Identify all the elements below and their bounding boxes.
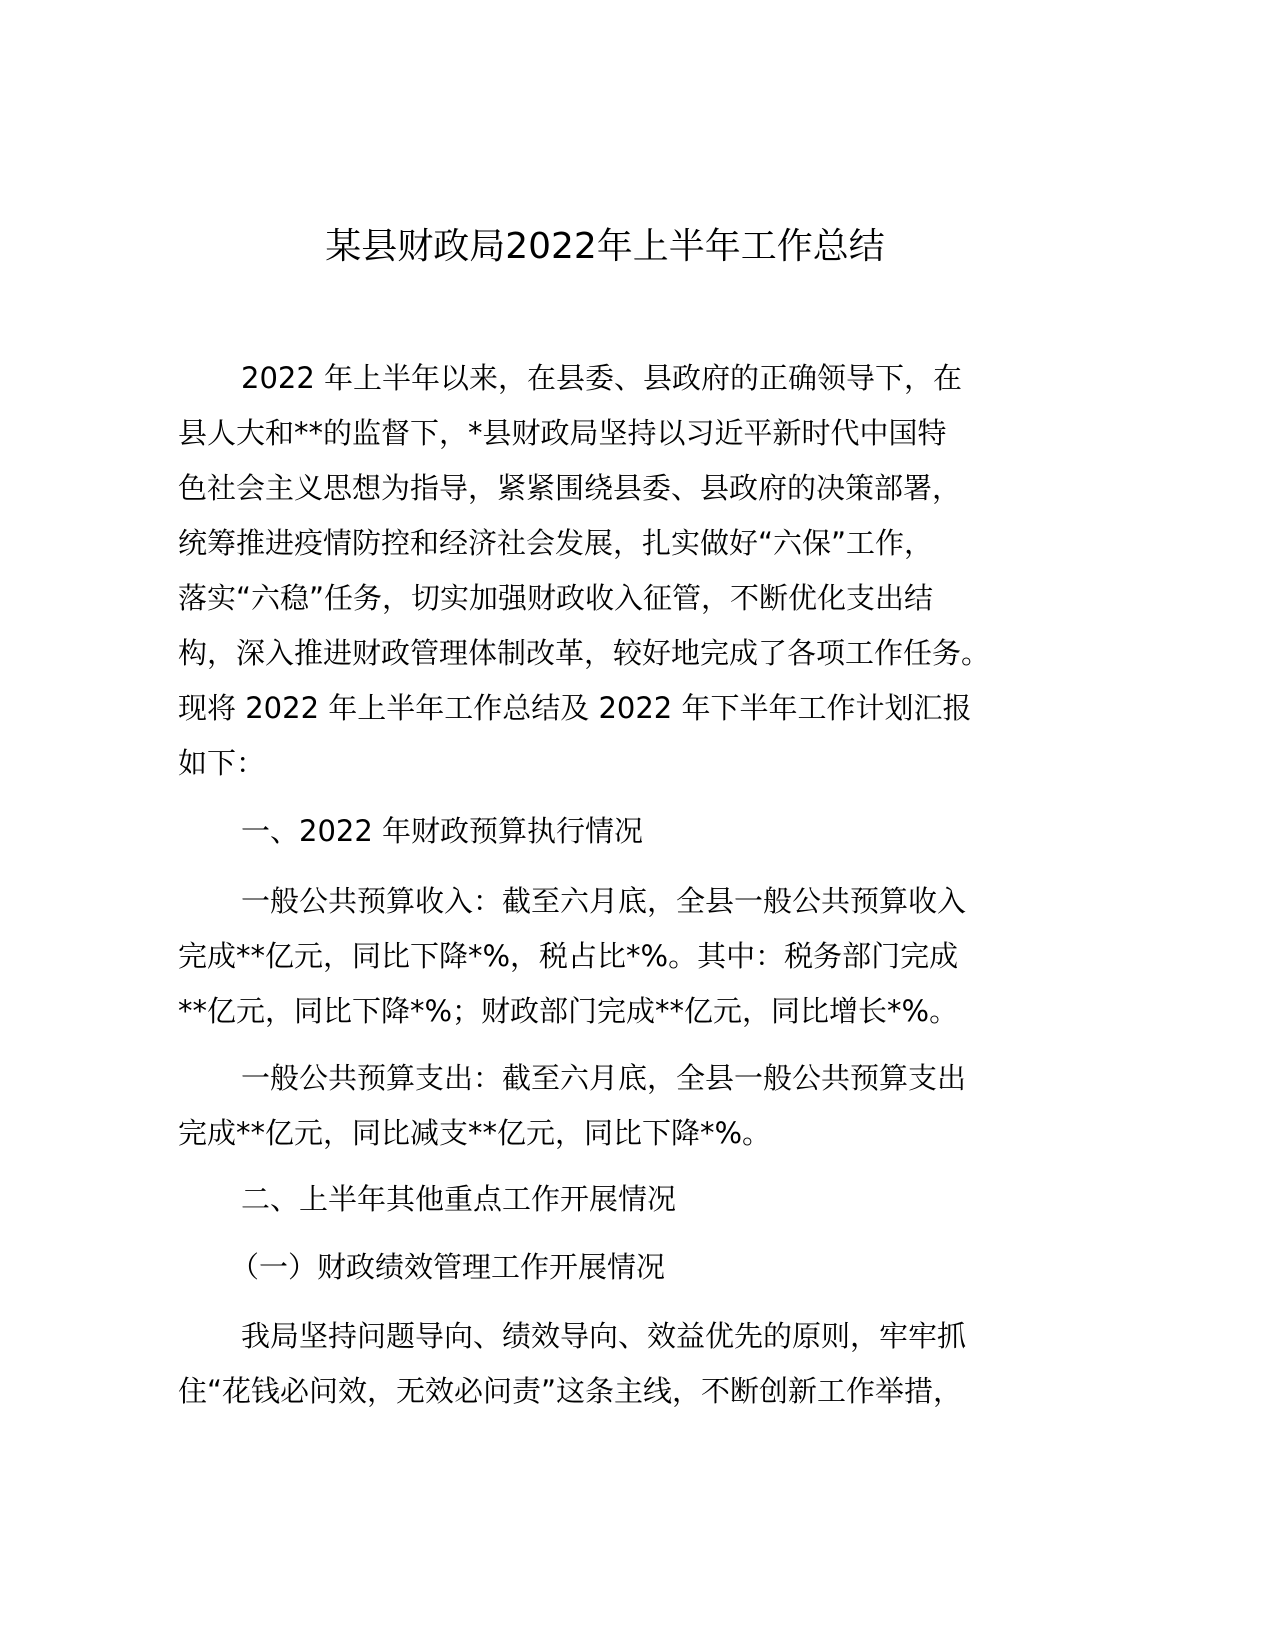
document-title: 某县财政局2022年上半年工作总结 xyxy=(325,226,885,267)
intro-paragraph-line: 落实“六稳”任务，切实加强财政收入征管，不断优化支出结 xyxy=(178,581,934,615)
intro-paragraph-line: 如下： xyxy=(178,746,266,780)
section-heading-2-line: 二、上半年其他重点工作开展情况 xyxy=(241,1182,677,1216)
performance-paragraph-line: 我局坚持问题导向、绩效导向、效益优先的原则，牢牢抓 xyxy=(241,1319,967,1353)
intro-paragraph-line: 2022 年上半年以来，在县委、县政府的正确领导下，在 xyxy=(241,361,963,395)
revenue-paragraph-line: **亿元，同比下降*%；财政部门完成**亿元，同比增长*%。 xyxy=(178,994,959,1028)
performance-paragraph-line: 住“花钱必问效，无效必问责”这条主线，不断创新工作举措， xyxy=(178,1374,963,1408)
intro-paragraph-line: 现将 2022 年上半年工作总结及 2022 年下半年工作计划汇报 xyxy=(178,691,972,725)
expenditure-paragraph-line: 完成**亿元，同比减支**亿元，同比下降*%。 xyxy=(178,1116,772,1150)
intro-paragraph-line: 县人大和**的监督下，*县财政局坚持以习近平新时代中国特 xyxy=(178,416,947,450)
expenditure-paragraph-line: 一般公共预算支出：截至六月底，全县一般公共预算支出 xyxy=(241,1061,967,1095)
intro-paragraph-line: 色社会主义思想为指导，紧紧围绕县委、县政府的决策部署， xyxy=(178,471,962,505)
intro-paragraph-line: 统筹推进疫情防控和经济社会发展，扎实做好“六保”工作， xyxy=(178,526,934,560)
revenue-paragraph-line: 完成**亿元，同比下降*%，税占比*%。其中：税务部门完成 xyxy=(178,939,959,973)
section-heading-1-line: 一、2022 年财政预算执行情况 xyxy=(241,814,644,848)
subsection-heading-1-line: （一）财政绩效管理工作开展情况 xyxy=(230,1250,666,1284)
revenue-paragraph-line: 一般公共预算收入：截至六月底，全县一般公共预算收入 xyxy=(241,884,967,918)
intro-paragraph-line: 构，深入推进财政管理体制改革，较好地完成了各项工作任务。 xyxy=(178,636,991,670)
